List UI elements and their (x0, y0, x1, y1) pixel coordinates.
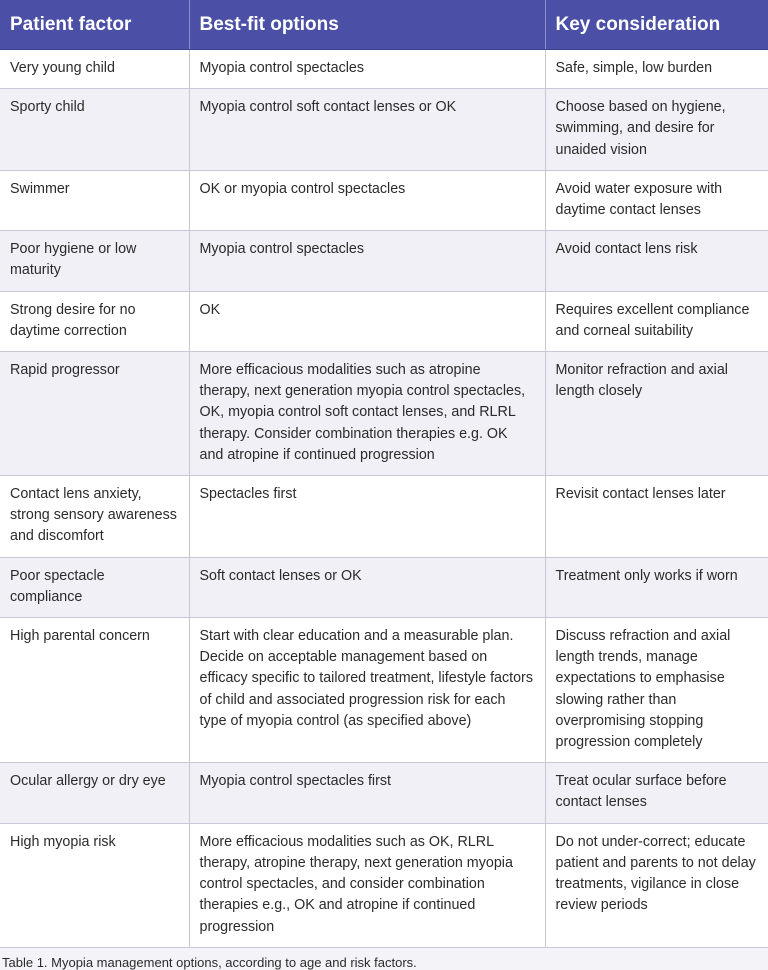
table-row (0, 170, 768, 230)
cell-best-fit-options: Myopia control soft contact lenses or OK (189, 89, 545, 171)
header-patient-factor: Patient factor (0, 0, 189, 50)
cell-key-consideration: Avoid water exposure with daytime contact lenses (545, 170, 768, 230)
table-row (0, 231, 768, 291)
cell-patient-factor: Ocular allergy or dry eye (0, 763, 189, 823)
header-best-fit-options: Best-fit options (189, 0, 545, 50)
cell-patient-factor: Rapid progressor (0, 352, 189, 476)
cell-patient-factor: High parental concern (0, 618, 189, 763)
cell-patient-factor: Strong desire for no daytime correction (0, 291, 189, 351)
cell-best-fit-options: Soft contact lenses or OK (189, 557, 545, 617)
cell-key-consideration: Treat ocular surface before contact lenses (545, 763, 768, 823)
cell-patient-factor: Poor spectacle compliance (0, 557, 189, 617)
cell-patient-factor: Contact lens anxiety, strong sensory awareness and discomfort (0, 476, 189, 558)
cell-key-consideration: Treatment only works if worn (545, 557, 768, 617)
cell-patient-factor: Sporty child (0, 89, 189, 171)
table-body (0, 50, 768, 948)
cell-best-fit-options: Myopia control spectacles (189, 50, 545, 89)
cell-patient-factor: Poor hygiene or low maturity (0, 231, 189, 291)
table-row (0, 823, 768, 947)
cell-key-consideration: Choose based on hygiene, swimming, and desire for unaided vision (545, 89, 768, 171)
table-row (0, 476, 768, 558)
cell-best-fit-options: Spectacles first (189, 476, 545, 558)
cell-best-fit-options: OK (189, 291, 545, 351)
cell-patient-factor: High myopia risk (0, 823, 189, 947)
cell-key-consideration: Avoid contact lens risk (545, 231, 768, 291)
cell-patient-factor: Very young child (0, 50, 189, 89)
header-key-consideration: Key consideration (545, 0, 768, 50)
cell-key-consideration: Monitor refraction and axial length closely (545, 352, 768, 476)
table-row (0, 557, 768, 617)
cell-best-fit-options: More efficacious modalities such as atropine therapy, next generation myopia control spectacles, OK, myopia control soft contact lenses, and RLRL therapy. Consider combination therapies e.g. OK and atropine if continued progression (189, 352, 545, 476)
table-header (0, 0, 768, 50)
table-row (0, 352, 768, 476)
cell-best-fit-options: Myopia control spectacles first (189, 763, 545, 823)
cell-patient-factor: Swimmer (0, 170, 189, 230)
table-row (0, 89, 768, 171)
cell-key-consideration: Revisit contact lenses later (545, 476, 768, 558)
cell-best-fit-options: Myopia control spectacles (189, 231, 545, 291)
cell-best-fit-options: Start with clear education and a measurable plan. Decide on acceptable management based on efficacy specific to tailored treatment, lifestyle factors of child and associated progression risk for each type of myopia control (as specified above) (189, 618, 545, 763)
table-row (0, 763, 768, 823)
cell-best-fit-options: More efficacious modalities such as OK, RLRL therapy, atropine therapy, next generation myopia control spectacles, and consider combination therapies e.g., OK and atropine if continued progression (189, 823, 545, 947)
cell-best-fit-options: OK or myopia control spectacles (189, 170, 545, 230)
table-row (0, 291, 768, 351)
cell-key-consideration: Requires excellent compliance and corneal suitability (545, 291, 768, 351)
cell-key-consideration: Do not under-correct; educate patient and parents to not delay treatments, vigilance in close review periods (545, 823, 768, 947)
header-row (0, 0, 768, 50)
table-caption: Table 1. Myopia management options, according to age and risk factors. (2, 954, 417, 970)
table-row (0, 50, 768, 89)
cell-key-consideration: Discuss refraction and axial length trends, manage expectations to emphasise slowing rather than overpromising stopping progression completely (545, 618, 768, 763)
table-row (0, 618, 768, 763)
cell-key-consideration: Safe, simple, low burden (545, 50, 768, 89)
